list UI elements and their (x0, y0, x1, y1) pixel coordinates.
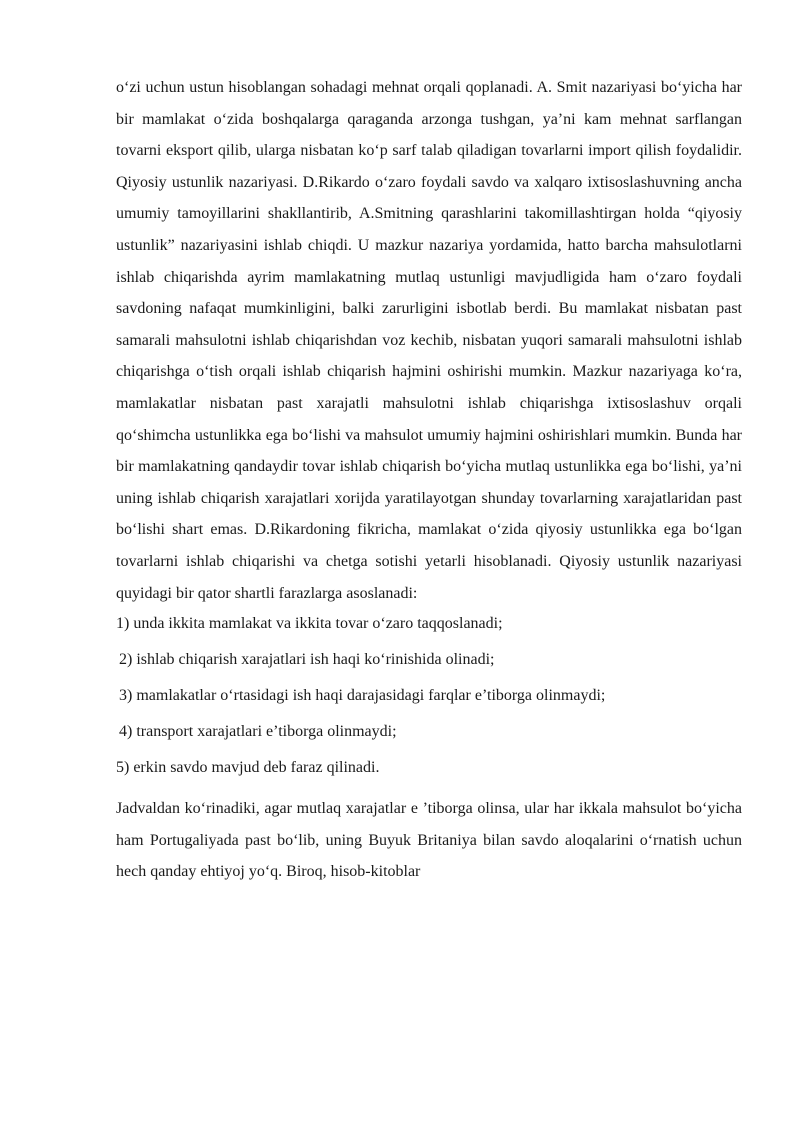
body-paragraph-2: Jadvaldan ko‘rinadiki, agar mutlaq xarajatlar e ’tiborga olinsa, ular har ikkala mahsulot bo‘yicha ham Portugaliyada past bo‘lib, uning Buyuk Britaniya bilan savdo aloqalarini o‘rnatish uchun hech qanday ehtiyoj yo‘q. Biroq, hisob-kitoblar (116, 800, 742, 881)
body-paragraph-1: o‘zi uchun ustun hisoblangan sohadagi mehnat orqali qoplanadi. A. Smit nazariyasi bo‘yicha har bir mamlakat o‘zida boshqalarga qaraganda arzonga tushgan, ya’ni kam mehnat sarflangan tovarni eksport qilib, ularga nisbatan ko‘p sarf talab qiladigan tovarlarni import qilish foydalidir. Qiyosiy ustunlik nazariyasi. D.Rikardo o‘zaro foydali savdo va xalqaro ixtisoslashuvning ancha umumiy tamoyillarini shakllantirib, A.Smitning qarashlarini takomillashtirgan holda “qiyosiy ustunlik” nazariyasini ishlab chiqdi. U mazkur nazariya yordamida, hatto barcha mahsulotlarni ishlab chiqarishda ayrim mamlakatning mutlaq ustunligi mavjudligida ham o‘zaro foydali savdoning nafaqat mumkinligini, balki zarurligini isbotlab berdi. Bu mamlakat nisbatan past samarali mahsulotni ishlab chiqarishdan voz kechib, nisbatan yuqori samarali mahsulotni ishlab chiqarishga o‘tish orqali ishlab chiqarish hajmini oshirishi mumkin. Mazkur nazariyaga ko‘ra, mamlakatlar nisbatan past xarajatli mahsulotni ishlab chiqarishga ixtisoslashuv orqali qo‘shimcha ustunlikka ega bo‘lishi va mahsulot umumiy hajmini oshirishlari mumkin. Bunda har bir mamlakatning qandaydir tovar ishlab chiqarish bo‘yicha mutlaq ustunlikka ega bo‘lishi, ya’ni uning ishlab chiqarish xarajatlari xorijda yaratilayotgan shunday tovarlarning xarajatlaridan past bo‘lishi shart emas. D.Rikardoning fikricha, mamlakat o‘zida qiyosiy ustunlikka ega bo‘lgan tovarlarni ishlab chiqarishi va chetga sotishi yetarli hisoblanadi. Qiyosiy ustunlik nazariyasi quyidagi bir qator shartli farazlarga asoslanadi: (116, 79, 742, 602)
list-item-3: 3) mamlakatlar o‘rtasidagi ish haqi darajasidagi farqlar e’tiborga olinmaydi; (119, 687, 606, 705)
list-item-4: 4) transport xarajatlari e’tiborga olinmaydi; (119, 723, 397, 741)
list-item-2: 2) ishlab chiqarish xarajatlari ish haqi ko‘rinishida olinadi; (119, 651, 495, 669)
list-item-1: 1) unda ikkita mamlakat va ikkita tovar o‘zaro taqqoslanadi; (116, 615, 503, 633)
list-item-5: 5) erkin savdo mavjud deb faraz qilinadi. (116, 759, 380, 777)
document-page (116, 72, 742, 888)
